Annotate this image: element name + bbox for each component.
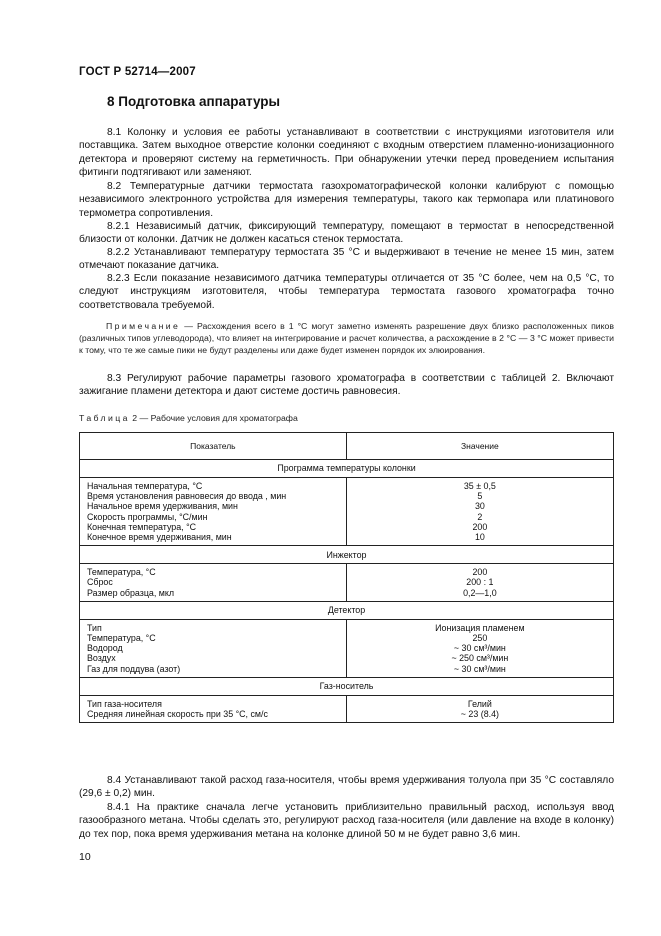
table-row [80,564,614,602]
param-label: Скорость программы, °С/мин [87,511,208,522]
section-title: 8 Подготовка аппаратуры [107,94,281,109]
value-list [346,478,613,546]
note [79,320,614,356]
param-list [80,619,347,677]
group-row-carrier-gas [80,677,614,695]
paragraph-8-2: 8.2 Температурные датчики термостата газохроматографической колонки калибруют с помощью независимого электронного устройства для измерения температуры, такого как термопара или платинового термометра сопротивления. [79,181,614,219]
param-value: 2 [477,511,483,522]
paragraph-8-2-2: 8.2.2 Устанавливают температуру термостата 35 °С и выдерживают в течение не менее 15 мин, затем отмечают показание датчика. [79,247,614,272]
column-header-parameter: Показатель [80,433,347,460]
column-header-value: Значение [346,433,613,460]
param-label: Водород [87,643,123,654]
param-label: Тип газа-носителя [87,698,162,709]
param-value: ~ 23 (8.4) [460,709,499,720]
table-row [80,695,614,722]
param-label: Время установления равновесия до ввода , мин [87,491,287,502]
group-title: Детектор [80,601,614,619]
param-value: 35 ± 0,5 [463,481,496,491]
param-list [80,478,347,546]
param-value: 30 [474,501,485,512]
table-caption-text: 2 — Рабочие условия для хроматографа [129,413,298,423]
table-header-row [80,433,614,460]
group-title: Инжектор [80,546,614,564]
group-row-column-program [80,460,614,478]
group-title: Газ-носитель [80,677,614,695]
param-list [80,695,347,722]
note-label: Примечание [106,321,181,331]
param-value: ~ 30 см³/мин [453,643,506,654]
param-label: Тип [87,622,102,633]
param-label: Воздух [87,653,116,664]
param-label: Начальное время удерживания, мин [87,501,238,512]
param-label: Температура, °С [87,633,156,644]
group-row-detector [80,601,614,619]
param-value: 5 [477,491,483,502]
value-list [346,564,613,602]
param-value: 250 [472,633,488,644]
param-label: Начальная температура, °С [87,481,203,491]
paragraph-8-2-3: 8.2.3 Если показание независимого датчика температуры отличается от 35 °С более, чем на 0,5 °С, то следуют инструкциям изготовителя, чтобы температура термостата газового хроматографа точно соответствовала требуемой. [79,273,614,311]
param-label: Сброс [87,577,113,588]
group-title: Программа температуры колонки [80,460,614,478]
paragraph-8-1: 8.1 Колонку и условия ее работы устанавливают в соответствии с инструкциями изготовителя или поставщика. Затем выходное отверстие колонки соединяют с входным отверстием пламенно-ионизационного детектора и проверяют систему на герметичность. При обнаружении утечки перед проведением испытания фитинги подтягивают или заменяют. [79,127,614,179]
param-label: Температура, °С [87,567,156,578]
paragraph-8-3: 8.3 Регулируют рабочие параметры газового хроматографа в соответствии с таблицей 2. Включают зажигание пламени детектора и дают системе достичь равновесия. [79,373,614,398]
paragraph-8-4-1: 8.4.1 На практике сначала легче установить приблизительно правильный расход, используя ввод газообразного метана. Чтобы сделать это, регулируют расход газа-носителя (или давление на входе в колонку) до тех пор, пока время удерживания метана на колонке длиной 50 м не будет равно 3,6 мин. [79,802,614,840]
param-label: Конечная температура, °С [87,521,197,532]
table-caption [79,413,298,423]
value-list [346,619,613,677]
page-number: 10 [79,851,91,863]
param-label: Конечное время удерживания, мин [87,532,232,543]
table-row [80,478,614,546]
param-value: Ионизация пламенем [435,622,525,633]
param-value: 10 [474,532,485,543]
paragraph-8-2-1: 8.2.1 Независимый датчик, фиксирующий температуру, помещают в термостат в непосредственной близости от колонки. Датчик не должен касаться стенок термостата. [79,221,614,246]
param-value: 0,2—1,0 [463,587,497,598]
param-label: Газ для поддува (азот) [87,663,181,674]
param-label: Размер образца, мкл [87,587,175,598]
param-label: Средняя линейная скорость при 35 °С, см/с [87,709,268,720]
param-value: 200 [472,521,488,532]
param-value: 200 [472,567,488,578]
group-row-injector [80,546,614,564]
note-text: — Расхождения всего в 1 °С могут заметно изменять разрешение двух близко расположенных пиков (различных типов углеводорода), что влияет на интегрирование и расчет количества, а расхождение в 2 °С — 3 °С может привести к тому, что те же самые пики не будут разделены или даже будет изменен порядок их элюирования. [79,321,614,356]
table-row [80,619,614,677]
conditions-table [79,432,614,723]
table-caption-label: Таблица [79,413,130,423]
param-value: 200 : 1 [466,577,494,588]
document-header: ГОСТ Р 52714—2007 [79,66,196,78]
value-list [346,695,613,722]
param-list [80,564,347,602]
param-value: ~ 30 см³/мин [453,663,506,674]
paragraph-8-4: 8.4 Устанавливают такой расход газа-носителя, чтобы время удерживания толуола при 35 °С составляло (29,6 ± 0,2) мин. [79,775,614,800]
param-value: ~ 250 см³/мин [451,653,509,664]
param-value: Гелий [467,698,492,709]
